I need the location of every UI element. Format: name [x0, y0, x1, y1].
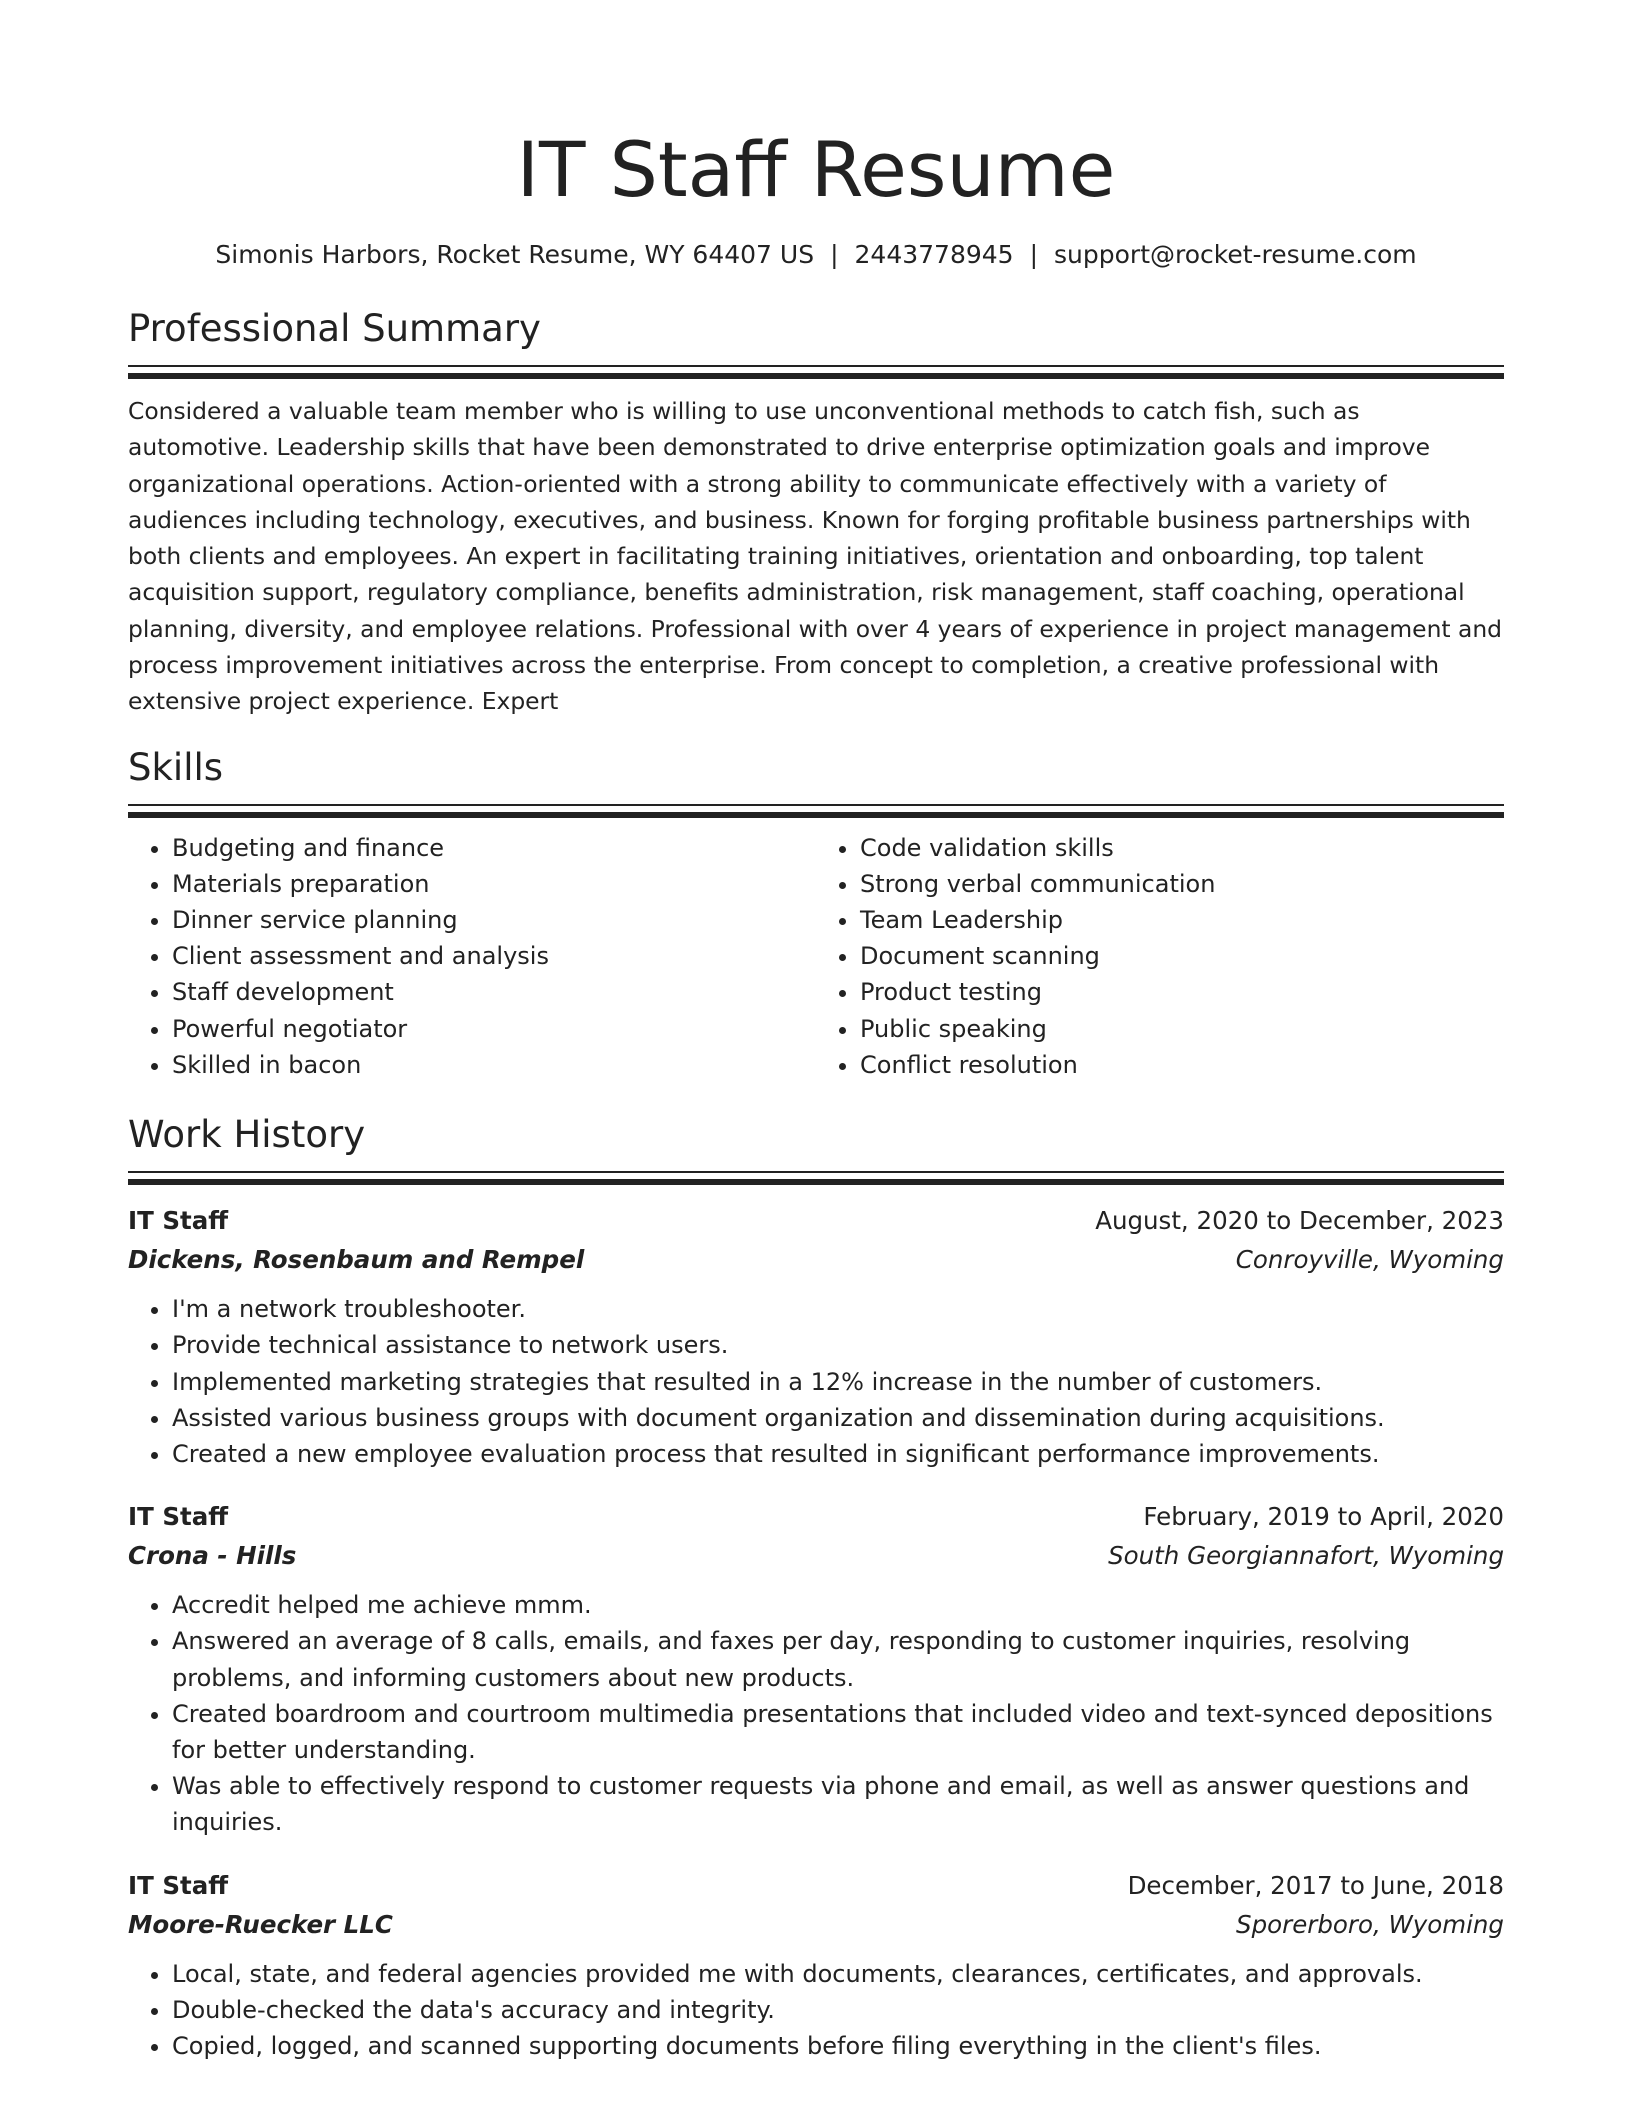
- job-title-row: [128, 1866, 1504, 1905]
- job-bullet: • Implemented marketing strategies that resulted in a 12% increase in the number of customers.: [172, 1364, 1504, 1400]
- job-company: Dickens, Rosenbaum and Rempel: [128, 1245, 585, 1275]
- skill-item: • Strong verbal communication: [860, 866, 1504, 902]
- job-bullet: • Double-checked the data's accuracy and integrity.: [172, 1992, 1504, 2028]
- contact-email: support@rocket-resume.com: [1054, 240, 1417, 269]
- job-bullet: • Was able to effectively respond to customer requests via phone and email, as well as answer questions and inquiries.: [172, 1768, 1504, 1840]
- contact-line: [128, 238, 1504, 272]
- job-company-row: [128, 1905, 1504, 1944]
- job-title: IT Staff: [128, 1870, 229, 1900]
- job-company: Crona - Hills: [128, 1541, 297, 1571]
- skill-item: • Client assessment and analysis: [172, 938, 816, 974]
- skill-item: • Dinner service planning: [172, 902, 816, 938]
- skill-item: • Document scanning: [860, 938, 1504, 974]
- skills-right-column: [816, 830, 1504, 1083]
- job-company-row: [128, 1536, 1504, 1575]
- contact-separator: |: [1029, 240, 1039, 269]
- job-dates: August, 2020 to December, 2023: [1095, 1206, 1504, 1236]
- work-history-section: [128, 1111, 1504, 2064]
- skills-columns: [128, 830, 1504, 1083]
- job-title-row: [128, 1201, 1504, 1240]
- summary-heading: Professional Summary: [128, 307, 541, 350]
- skill-item: • Team Leadership: [860, 902, 1504, 938]
- job-bullet: • Created a new employee evaluation process that resulted in significant performance improvements.: [172, 1436, 1504, 1472]
- skill-item: • Public speaking: [860, 1011, 1504, 1047]
- job-bullet: • Provide technical assistance to network users.: [172, 1327, 1504, 1363]
- skills-section: [128, 744, 1504, 1083]
- job-bullet: • Answered an average of 8 calls, emails, and faxes per day, responding to customer inquiries, resolving problems, and informing customers about new products.: [172, 1623, 1504, 1695]
- skill-item: • Skilled in bacon: [172, 1047, 816, 1083]
- job-bullets: [128, 1291, 1504, 1472]
- job-bullet: • Local, state, and federal agencies provided me with documents, clearances, certificates, and approvals.: [172, 1956, 1504, 1992]
- contact-phone: 2443778945: [854, 240, 1014, 269]
- job-bullets: [128, 1956, 1504, 2065]
- skill-item: • Product testing: [860, 974, 1504, 1010]
- job-title-row: [128, 1497, 1504, 1536]
- job-bullet: • Assisted various business groups with document organization and dissemination during acquisitions.: [172, 1400, 1504, 1436]
- section-divider: [128, 365, 1504, 379]
- job-dates: February, 2019 to April, 2020: [1143, 1502, 1504, 1532]
- job-entry: [128, 1201, 1504, 1472]
- skill-item: • Materials preparation: [172, 866, 816, 902]
- job-location: Conroyville, Wyoming: [1235, 1245, 1504, 1275]
- skills-left-column: [128, 830, 816, 1083]
- job-bullet: • I'm a network troubleshooter.: [172, 1291, 1504, 1327]
- job-dates: December, 2017 to June, 2018: [1127, 1870, 1504, 1900]
- job-bullets: [128, 1587, 1504, 1840]
- job-bullet: • Accredit helped me achieve mmm.: [172, 1587, 1504, 1623]
- job-title: IT Staff: [128, 1502, 229, 1532]
- summary-section: [128, 305, 1504, 720]
- job-location: Sporerboro, Wyoming: [1236, 1909, 1504, 1939]
- section-divider: [128, 804, 1504, 818]
- skill-item: • Staff development: [172, 974, 816, 1010]
- job-company-row: [128, 1240, 1504, 1279]
- resume-title: IT Staff Resume: [516, 125, 1116, 214]
- work-history-heading: Work History: [128, 1113, 366, 1157]
- skill-item: • Budgeting and finance: [172, 830, 816, 866]
- section-divider: [128, 1171, 1504, 1185]
- job-entry: [128, 1497, 1504, 1840]
- job-company: Moore-Ruecker LLC: [128, 1909, 393, 1939]
- contact-separator: |: [830, 240, 839, 269]
- skills-heading: Skills: [128, 745, 224, 789]
- job-title: IT Staff: [128, 1206, 229, 1236]
- job-entry: [128, 1866, 1504, 2065]
- skill-item: • Code validation skills: [860, 830, 1504, 866]
- contact-address: Simonis Harbors, Rocket Resume, WY 64407 US: [215, 240, 815, 269]
- summary-text: Considered a valuable team member who is willing to use unconventional methods to catch fish, such as automotive. Leadership skills that have been demonstrated to drive enterprise optimization goals and improve organizational operations. Action-oriented with a strong ability to communicate effectively with a variety of audiences including technology, executives, and business. Known for forging profitable business partnerships with both clients and employees. An expert in facilitating training initiatives, orientation and onboarding, top talent acquisition support, regulatory compliance, benefits administration, risk management, staff coaching, operational planning, diversity, and employee relations. Professional with over 4 years of experience in project management and process improvement initiatives across the enterprise. From concept to completion, a creative professional with extensive project experience. Expert: [128, 397, 1503, 716]
- job-location: South Georgiannafort, Wyoming: [1108, 1541, 1504, 1571]
- job-bullet: • Created boardroom and courtroom multimedia presentations that included video and text-synced depositions for better understanding.: [172, 1696, 1504, 1768]
- job-bullet: • Copied, logged, and scanned supporting documents before filing everything in the client's files.: [172, 2028, 1504, 2064]
- skill-item: • Conflict resolution: [860, 1047, 1504, 1083]
- skill-item: • Powerful negotiator: [172, 1011, 816, 1047]
